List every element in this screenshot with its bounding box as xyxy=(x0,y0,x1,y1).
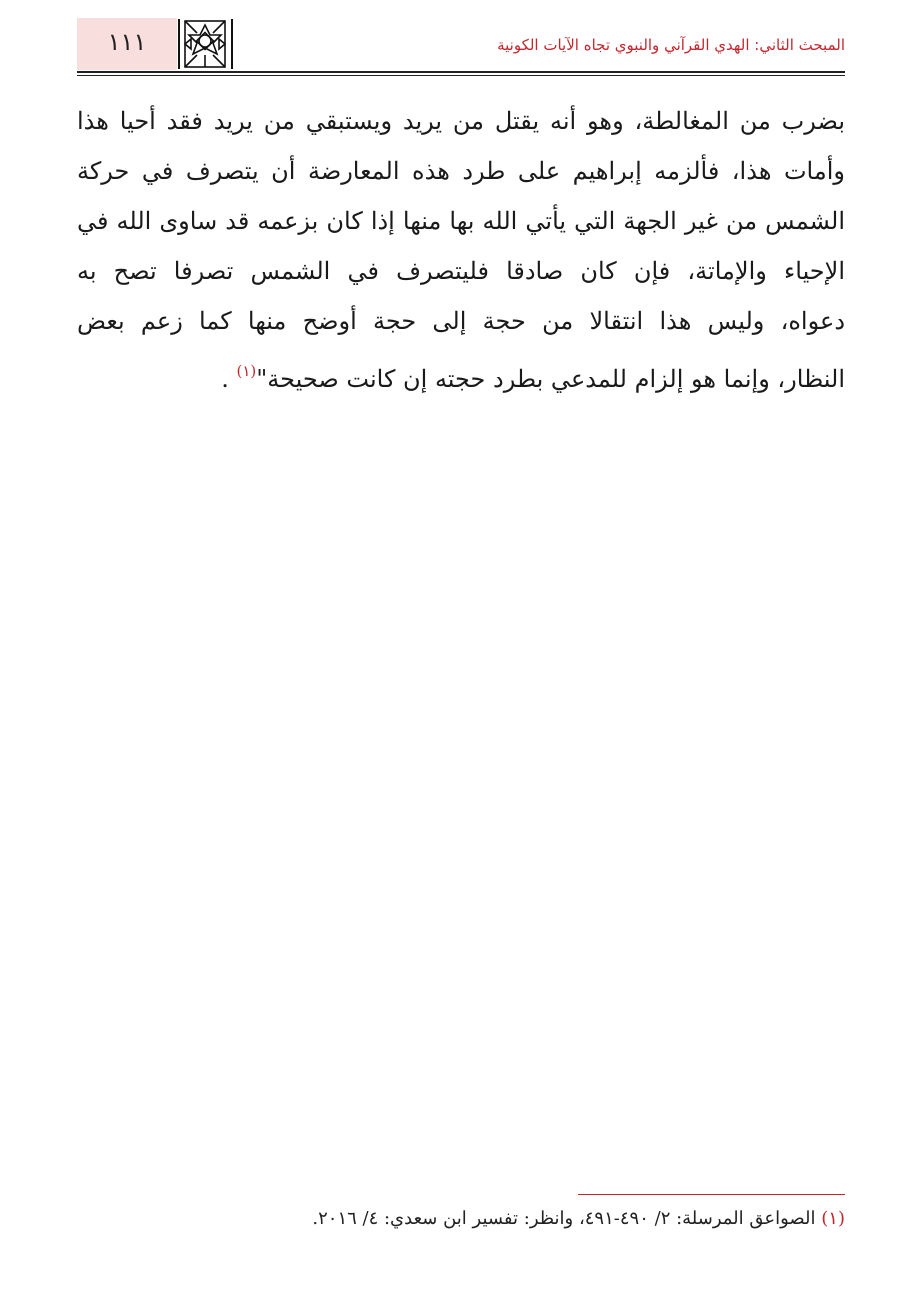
footnote-number: (١) xyxy=(821,1208,845,1229)
header-divider-thin xyxy=(77,75,845,76)
main-text xyxy=(77,96,845,404)
text-line: بضرب من المغالطة، وهو أنه يقتل من يريد ويستبقي من يريد فقد أحيا هذا xyxy=(77,107,845,135)
page-number-box xyxy=(77,18,177,70)
chapter-title: المبحث الثاني: الهدي القرآني والنبوي تجاه الآيات الكونية xyxy=(497,36,845,54)
page-number: ١١١ xyxy=(107,28,147,56)
header-divider xyxy=(77,71,845,73)
page-header xyxy=(77,18,845,70)
ornament-icon xyxy=(177,19,233,69)
end-punctuation: . xyxy=(221,365,229,393)
footnote-reference[interactable]: (١) xyxy=(236,362,257,380)
footnote xyxy=(77,1208,845,1229)
footnote-text: الصواعق المرسلة: ٢/ ٤٩٠-٤٩١، وانظر: تفسير ابن سعدي: ٤/ ٢٠١٦. xyxy=(312,1208,816,1229)
text-line: دعواه، وليس هذا انتقالا من حجة إلى حجة أوضح منها كما زعم بعض xyxy=(77,307,845,335)
text-line-content: النظار، وإنما هو إلزام للمدعي بطرد حجته إن كانت صحيحة" xyxy=(256,365,845,393)
text-line: الشمس من غير الجهة التي يأتي الله بها منها إذا كان بزعمه قد ساوى الله في xyxy=(77,207,845,235)
footnote-divider xyxy=(578,1194,845,1195)
text-line-last xyxy=(77,346,845,404)
text-line: الإحياء والإماتة، فإن كان صادقا فليتصرف في الشمس تصرفا تصح به xyxy=(77,257,845,285)
text-line: وأمات هذا، فألزمه إبراهيم على طرد هذه المعارضة أن يتصرف في حركة xyxy=(77,157,845,185)
